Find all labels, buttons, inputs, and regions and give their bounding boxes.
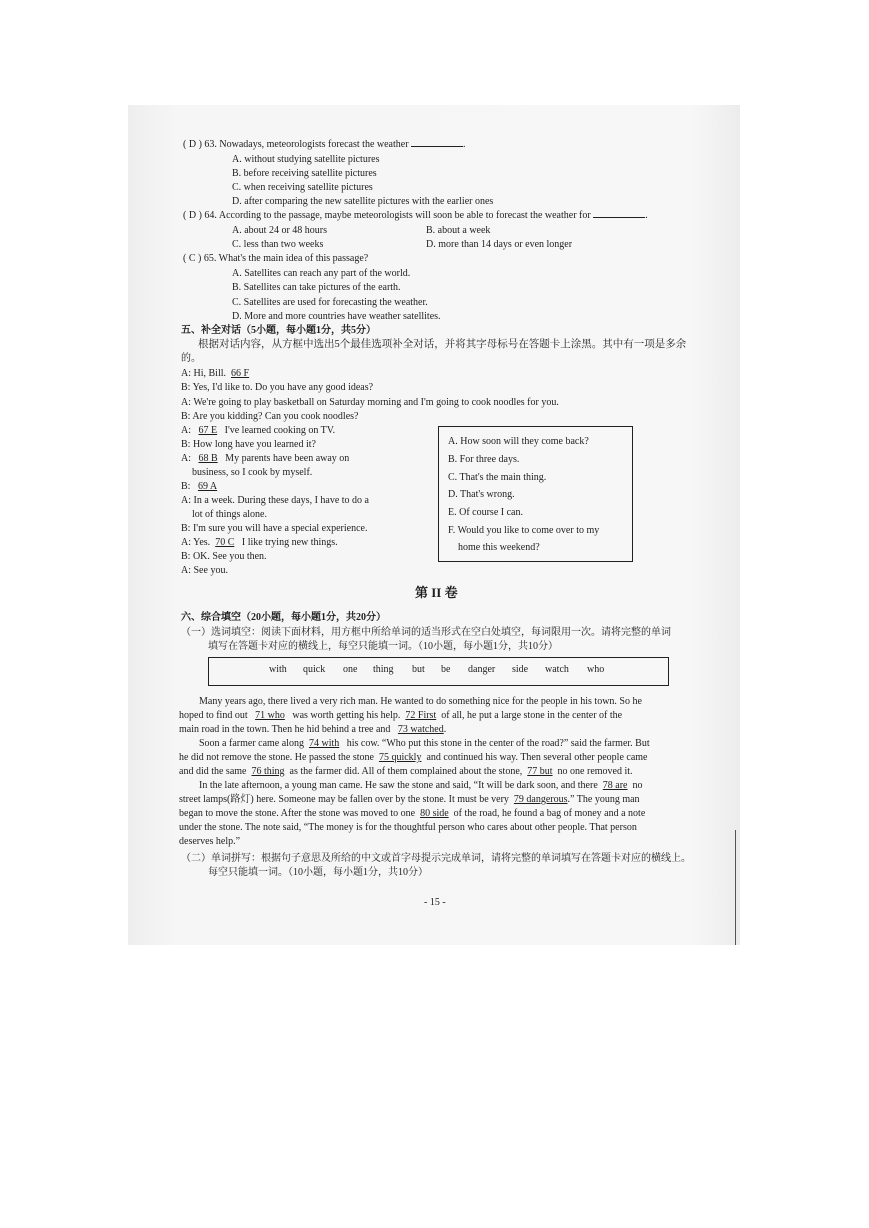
passage-line: In the late afternoon, a young man came. He saw the stone and said, “It will be dark soon, and there 78 are no <box>199 780 643 791</box>
page-edge-line <box>735 830 736 945</box>
dialog-line: B: Yes, I'd like to. Do you have any good ideas? <box>181 382 374 393</box>
instruction: （一）选词填空：阅读下面材料，用方框中所给单词的适当形式在空白处填空，每词限用一次。请将完整的单词 <box>181 627 671 638</box>
word: side <box>512 664 529 675</box>
word: watch <box>545 664 569 675</box>
option: C. Satellites are used for forecasting the weather. <box>232 297 428 308</box>
passage-line: deserves help.” <box>179 836 241 847</box>
option: D. That's wrong. <box>448 489 515 500</box>
blank-answer: 78 are <box>602 780 628 791</box>
passage-line: Many years ago, there lived a very rich man. He wanted to do something nice for the people in his town. So he <box>199 696 642 707</box>
passage-line: under the stone. The note said, “The money is for the thoughtful person who cares about other people. That person <box>179 822 637 833</box>
word-box <box>208 657 669 686</box>
passage-line: Soon a farmer came along 74 with his cow. “Who put this stone in the center of the road?” said the farmer. But <box>199 738 650 749</box>
dialog-line: B: How long have you learned it? <box>181 439 316 450</box>
option: C. less than two weeks <box>232 239 324 250</box>
answer: D <box>188 139 197 150</box>
option: A. about 24 or 48 hours <box>232 225 327 236</box>
blank-answer: 77 but <box>527 766 553 777</box>
word: danger <box>468 664 496 675</box>
part-title: 第 II 卷 <box>415 585 458 600</box>
blank-answer: 73 watched <box>397 724 444 735</box>
answer: C <box>188 253 196 264</box>
blank-answer: 69 A <box>197 481 218 492</box>
blank-answer: 71 who <box>255 710 285 721</box>
blank-answer: 66 F <box>231 368 250 379</box>
option: C. That's the main thing. <box>448 472 547 483</box>
dialog-line: A: In a week. During these days, I have to do a <box>181 495 369 506</box>
instruction: 的。 <box>181 353 201 364</box>
dialog-line: B: OK. See you then. <box>181 551 267 562</box>
word: one <box>343 664 358 675</box>
section-title: 六、综合填空（20小题，每小题1分，共20分） <box>181 612 386 623</box>
dialog-line: B: I'm sure you will have a special experience. <box>181 523 368 534</box>
dialog-line: lot of things alone. <box>192 509 267 520</box>
blank-answer: 70 C <box>215 537 235 548</box>
option: A. without studying satellite pictures <box>232 154 380 165</box>
dialog-line: A: Yes. 70 C I like trying new things. <box>181 537 338 548</box>
dialog-line: A: 68 B My parents have been away on <box>181 453 350 464</box>
passage-line: main road in the town. Then he hid behind a tree and 73 watched. <box>179 724 447 735</box>
option: B. Satellites can take pictures of the earth. <box>232 282 401 293</box>
word: but <box>412 664 425 675</box>
blank-answer: 67 E <box>198 425 218 436</box>
blank-answer: 68 B <box>198 453 218 464</box>
word: with <box>269 664 287 675</box>
passage-line: and did the same 76 thing as the farmer did. All of them complained about the stone, 77 but no one removed it. <box>179 766 633 777</box>
page-number: - 15 - <box>424 897 446 908</box>
option: F. Would you like to come over to my <box>448 525 600 536</box>
blank-answer: 76 thing <box>251 766 285 777</box>
dialog-line: A: Hi, Bill. 66 F <box>181 368 250 379</box>
blank-answer: 75 quickly <box>378 752 422 763</box>
option: B. For three days. <box>448 454 520 465</box>
blank-answer: 72 First <box>405 710 437 721</box>
dialog-line: B: Are you kidding? Can you cook noodles? <box>181 411 359 422</box>
question-65: ( C ) 65. What's the main idea of this passage? <box>183 253 369 264</box>
dialog-line: A: 67 E I've learned cooking on TV. <box>181 425 336 436</box>
word: thing <box>373 664 394 675</box>
blank-answer: 79 dangerous <box>513 794 568 805</box>
blank-answer: 74 with <box>308 738 340 749</box>
passage-line: he did not remove the stone. He passed the stone 75 quickly and continued his way. Then several other people came <box>179 752 648 763</box>
option: B. before receiving satellite pictures <box>232 168 377 179</box>
option: A. Satellites can reach any part of the world. <box>232 268 411 279</box>
option: D. More and more countries have weather satellites. <box>232 311 441 322</box>
word: quick <box>303 664 326 675</box>
dialog-line: A: We're going to play basketball on Saturday morning and I'm going to cook noodles for you. <box>181 397 559 408</box>
dialog-line: B: 69 A <box>181 481 218 492</box>
blank-answer: 80 side <box>420 808 449 819</box>
instruction: 每空只能填一词。（10小题，每小题1分，共10分） <box>208 867 428 878</box>
option: C. when receiving satellite pictures <box>232 182 373 193</box>
passage-line: street lamps(路灯) here. Someone may be fallen over by the stone. It must be very 79 dangerous.” The young man <box>179 794 640 805</box>
option: D. after comparing the new satellite pictures with the earlier ones <box>232 196 494 207</box>
instruction: 根据对话内容，从方框中选出5个最佳选项补全对话，并将其字母标号在答题卡上涂黑。其中有一项是多余 <box>198 339 687 350</box>
question-63: ( D ) 63. Nowadays, meteorologists forecast the weather . <box>183 139 466 150</box>
section-title: 五、补全对话（5小题，每小题1分，共5分） <box>181 325 376 336</box>
option: E. Of course I can. <box>448 507 523 518</box>
word: be <box>441 664 451 675</box>
option: D. more than 14 days or even longer <box>426 239 573 250</box>
option: A. How soon will they come back? <box>448 436 589 447</box>
passage-line: hoped to find out 71 who was worth getting his help. 72 First of all, he put a large stone in the center of the <box>179 710 623 721</box>
word: who <box>587 664 605 675</box>
option: B. about a week <box>426 225 491 236</box>
instruction: 填写在答题卡对应的横线上，每空只能填一词。（10小题，每小题1分，共10分） <box>208 641 558 652</box>
instruction: （二）单词拼写：根据句子意思及所给的中文或首字母提示完成单词，请将完整的单词填写在答题卡对应的横线上。 <box>181 853 691 864</box>
answer: D <box>188 210 197 221</box>
option: home this weekend? <box>458 542 540 553</box>
dialog-line: business, so I cook by myself. <box>192 467 313 478</box>
passage-line: began to move the stone. After the stone was moved to one 80 side of the road, he found a bag of money and a note <box>179 808 646 819</box>
dialog-line: A: See you. <box>181 565 228 576</box>
question-64: ( D ) 64. According to the passage, maybe meteorologists will soon be able to forecast the weather for . <box>183 210 648 221</box>
